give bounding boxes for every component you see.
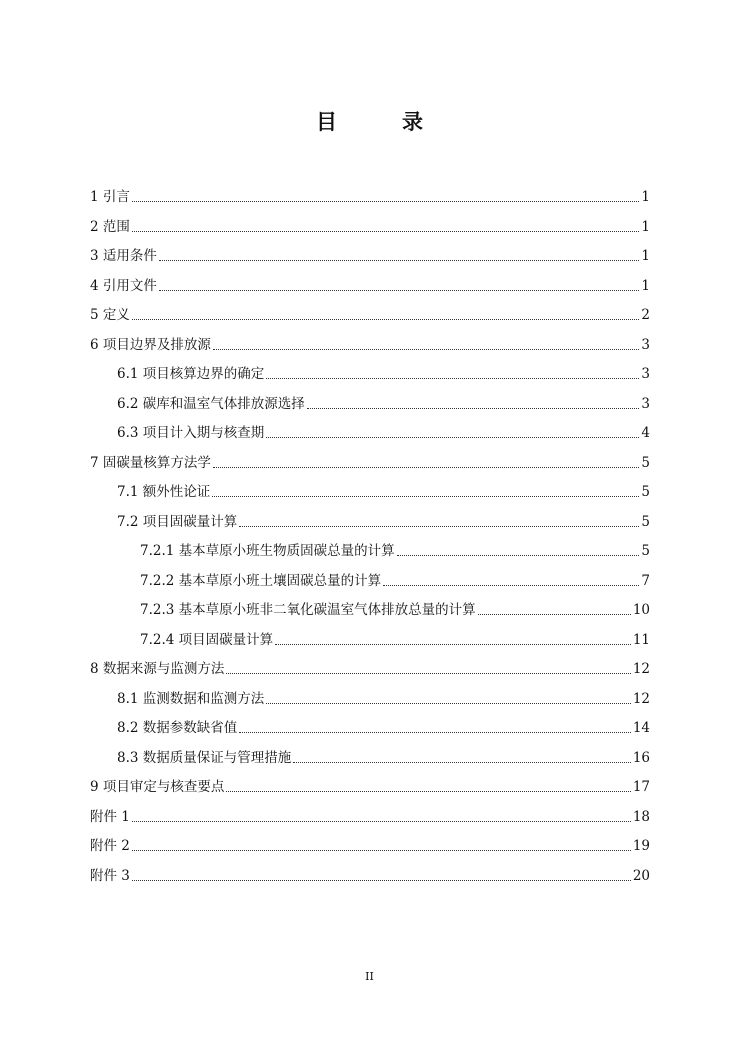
toc-dot-leader bbox=[132, 231, 640, 232]
toc-dot-leader bbox=[226, 673, 630, 674]
toc-entry-page: 17 bbox=[632, 779, 650, 795]
toc-entry[interactable] bbox=[90, 802, 650, 826]
toc-dot-leader bbox=[266, 703, 631, 704]
page-title: 目 录 bbox=[316, 109, 445, 134]
toc-entry[interactable] bbox=[90, 241, 650, 265]
toc-entry[interactable] bbox=[117, 418, 650, 442]
toc-entry-page: 20 bbox=[632, 867, 650, 884]
toc-entry-page: 19 bbox=[632, 838, 650, 854]
toc-entry[interactable] bbox=[117, 684, 650, 708]
toc-entry-page: 1 bbox=[641, 218, 650, 235]
toc-dot-leader bbox=[159, 260, 640, 261]
toc-entry-label: 8.1 监测数据和监测方法 bbox=[117, 690, 265, 707]
toc-entry-page: 3 bbox=[641, 395, 650, 412]
toc-entry-page: 12 bbox=[632, 661, 650, 677]
toc-entry[interactable] bbox=[90, 182, 650, 206]
toc-entry-page: 5 bbox=[641, 484, 650, 500]
toc-entry-label: 7 固碳量核算方法学 bbox=[90, 454, 211, 471]
toc-entry-page: 14 bbox=[632, 720, 650, 736]
toc-entry[interactable] bbox=[140, 566, 650, 590]
toc-entry[interactable] bbox=[117, 713, 650, 737]
toc-entry-page: 1 bbox=[641, 248, 650, 264]
toc-dot-leader bbox=[159, 290, 640, 291]
toc-entry-page: 5 bbox=[641, 513, 650, 530]
toc-entry-page: 5 bbox=[641, 454, 650, 471]
toc-entry-page: 1 bbox=[641, 189, 650, 205]
toc-entry-label: 附件 1 bbox=[90, 808, 130, 825]
toc-entry[interactable] bbox=[140, 595, 650, 619]
toc-dot-leader bbox=[266, 437, 639, 438]
toc-entry-label: 6.3 项目计入期与核查期 bbox=[117, 425, 265, 441]
toc-entry-label: 1 引言 bbox=[90, 189, 130, 205]
toc-entry-page: 11 bbox=[632, 631, 650, 648]
toc-entry-label: 4 引用文件 bbox=[90, 277, 157, 294]
toc-entry-page: 3 bbox=[641, 336, 650, 353]
toc-entry-label: 7.2.2 基本草原小班土壤固碳总量的计算 bbox=[140, 572, 382, 589]
toc-entry-label: 7.1 额外性论证 bbox=[117, 484, 211, 500]
toc-dot-leader bbox=[266, 378, 639, 379]
toc-entry-label: 6.1 项目核算边界的确定 bbox=[117, 366, 265, 382]
toc-entry-label: 2 范围 bbox=[90, 218, 130, 235]
toc-entry[interactable] bbox=[117, 359, 650, 383]
toc-dot-leader bbox=[383, 585, 639, 586]
toc-entry[interactable] bbox=[117, 477, 650, 501]
toc-dot-leader bbox=[293, 762, 631, 763]
toc-entry-page: 18 bbox=[632, 808, 650, 825]
toc-entry-page: 1 bbox=[641, 277, 650, 294]
page-number: II bbox=[365, 970, 374, 983]
toc-dot-leader bbox=[239, 732, 631, 733]
toc-entry-page: 12 bbox=[632, 690, 650, 707]
toc-dot-leader bbox=[132, 201, 640, 202]
toc-dot-leader bbox=[132, 319, 640, 320]
toc-dot-leader bbox=[307, 408, 640, 409]
toc-entry-label: 6 项目边界及排放源 bbox=[90, 336, 211, 353]
toc-entry-label: 6.2 碳库和温室气体排放源选择 bbox=[117, 395, 305, 412]
toc-entry[interactable] bbox=[140, 536, 650, 560]
toc-dot-leader bbox=[478, 614, 631, 615]
toc-dot-leader bbox=[132, 821, 631, 822]
toc-entry-label: 7.2.1 基本草原小班生物质固碳总量的计算 bbox=[140, 543, 395, 559]
toc-entry[interactable] bbox=[90, 772, 650, 796]
toc-entry-label: 附件 2 bbox=[90, 838, 130, 854]
toc-entry[interactable] bbox=[140, 625, 650, 649]
toc-dot-leader bbox=[132, 850, 631, 851]
toc-entry-label: 8.2 数据参数缺省值 bbox=[117, 720, 238, 736]
toc-entry[interactable] bbox=[90, 330, 650, 354]
toc-entry-page: 5 bbox=[641, 543, 650, 559]
toc-dot-leader bbox=[212, 496, 639, 497]
toc-entry[interactable] bbox=[117, 389, 650, 413]
toc-entry-label: 7.2 项目固碳量计算 bbox=[117, 513, 238, 530]
toc-entry[interactable] bbox=[90, 831, 650, 855]
toc-dot-leader bbox=[397, 555, 640, 556]
toc-dot-leader bbox=[275, 644, 631, 645]
toc-dot-leader bbox=[132, 880, 631, 881]
toc-entry-page: 4 bbox=[641, 425, 650, 441]
toc-entry-label: 3 适用条件 bbox=[90, 248, 157, 264]
toc-entry[interactable] bbox=[117, 507, 650, 531]
toc-dot-leader bbox=[226, 791, 630, 792]
toc-entry-page: 3 bbox=[641, 366, 650, 382]
toc-entry-label: 7.2.4 项目固碳量计算 bbox=[140, 631, 274, 648]
toc-entry-page: 10 bbox=[632, 602, 650, 618]
toc-dot-leader bbox=[213, 349, 640, 350]
toc-entry[interactable] bbox=[90, 271, 650, 295]
toc-dot-leader bbox=[213, 467, 640, 468]
toc-dot-leader bbox=[239, 526, 639, 527]
toc-entry-label: 7.2.3 基本草原小班非二氧化碳温室气体排放总量的计算 bbox=[140, 602, 476, 618]
toc-entry[interactable] bbox=[90, 654, 650, 678]
toc-entry-label: 附件 3 bbox=[90, 867, 130, 884]
toc-entry-label: 8.3 数据质量保证与管理措施 bbox=[117, 749, 292, 766]
toc-entry-page: 7 bbox=[641, 572, 650, 589]
toc-entry[interactable] bbox=[90, 861, 650, 885]
toc-entry-label: 9 项目审定与核查要点 bbox=[90, 779, 225, 795]
toc-entry[interactable] bbox=[90, 212, 650, 236]
toc-entry[interactable] bbox=[90, 448, 650, 472]
toc-entry[interactable] bbox=[117, 743, 650, 767]
toc-entry-page: 16 bbox=[632, 749, 650, 766]
toc-entry-page: 2 bbox=[641, 307, 650, 323]
toc-entry-label: 8 数据来源与监测方法 bbox=[90, 661, 225, 677]
toc-entry[interactable] bbox=[90, 300, 650, 324]
toc-entry-label: 5 定义 bbox=[90, 307, 130, 323]
